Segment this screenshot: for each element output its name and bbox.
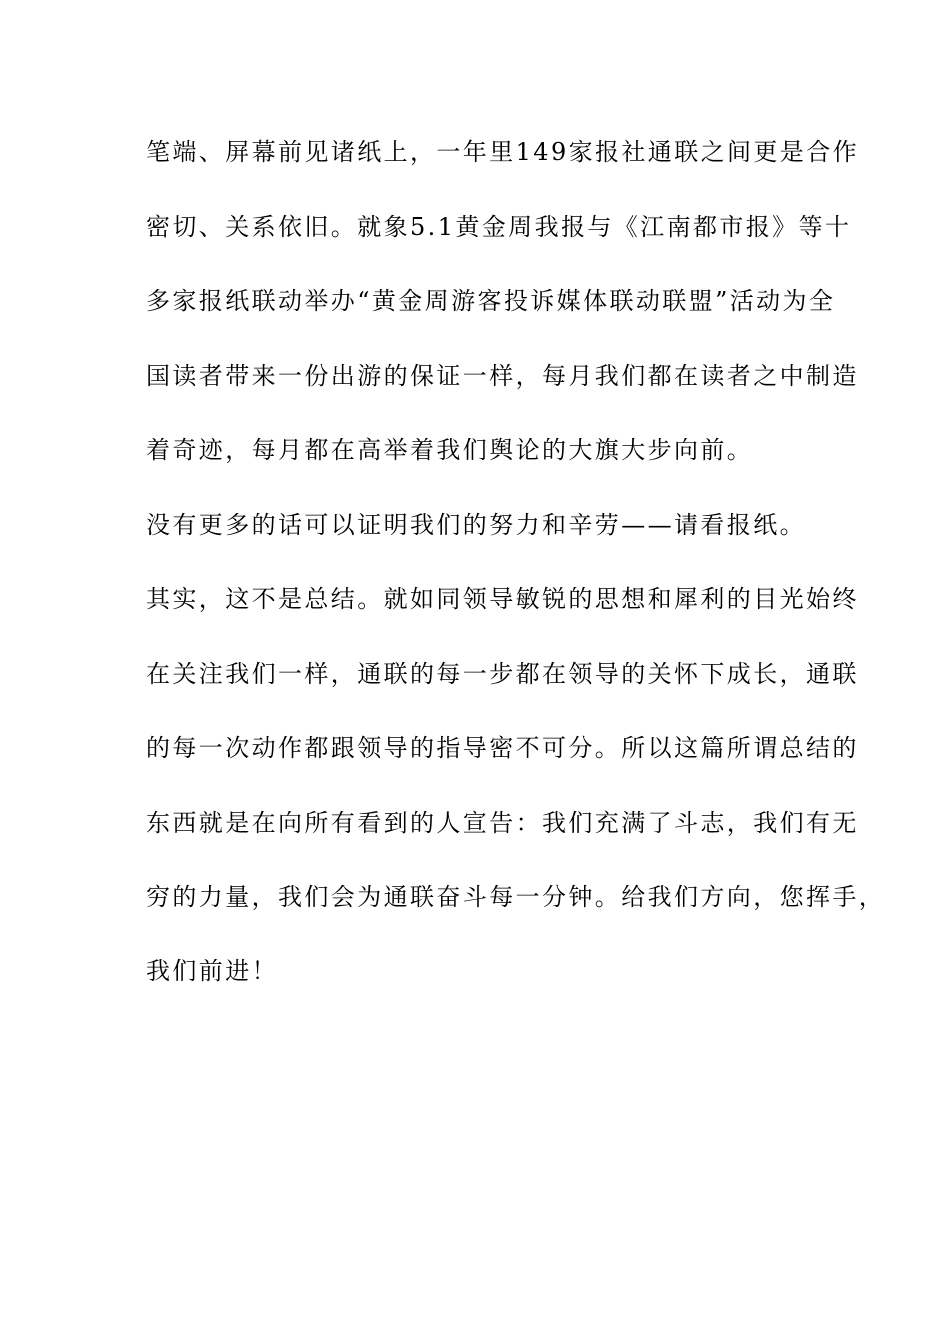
text-line-6: 没有更多的话可以证明我们的努力和辛劳——请看报纸。 — [146, 511, 806, 539]
text-line-9: 的每一次动作都跟领导的指导密不可分。所以这篇所谓总结的 — [146, 734, 859, 762]
text-line-3: 多家报纸联动举办“黄金周游客投诉媒体联动联盟”活动为全 — [146, 287, 836, 315]
text-line-2: 密切、关系依旧。就象5.1黄金周我报与《江南都市报》等十 — [146, 213, 852, 241]
text-line-4: 国读者带来一份出游的保证一样，每月我们都在读者之中制造 — [146, 362, 859, 390]
text-line-10: 东西就是在向所有看到的人宣告：我们充满了斗志，我们有无 — [146, 809, 859, 837]
text-line-5: 着奇迹，每月都在高举着我们舆论的大旗大步向前。 — [146, 436, 754, 464]
text-line-11: 穷的力量，我们会为通联奋斗每一分钟。给我们方向，您挥手， — [146, 883, 886, 911]
text-line-12: 我们前进！ — [146, 957, 278, 985]
text-line-1: 笔端、屏幕前见诸纸上，一年里149家报社通联之间更是合作 — [146, 138, 860, 166]
text-line-8: 在关注我们一样，通联的每一步都在领导的关怀下成长，通联 — [146, 660, 859, 688]
text-line-7: 其实，这不是总结。就如同领导敏锐的思想和犀利的目光始终 — [146, 585, 859, 613]
